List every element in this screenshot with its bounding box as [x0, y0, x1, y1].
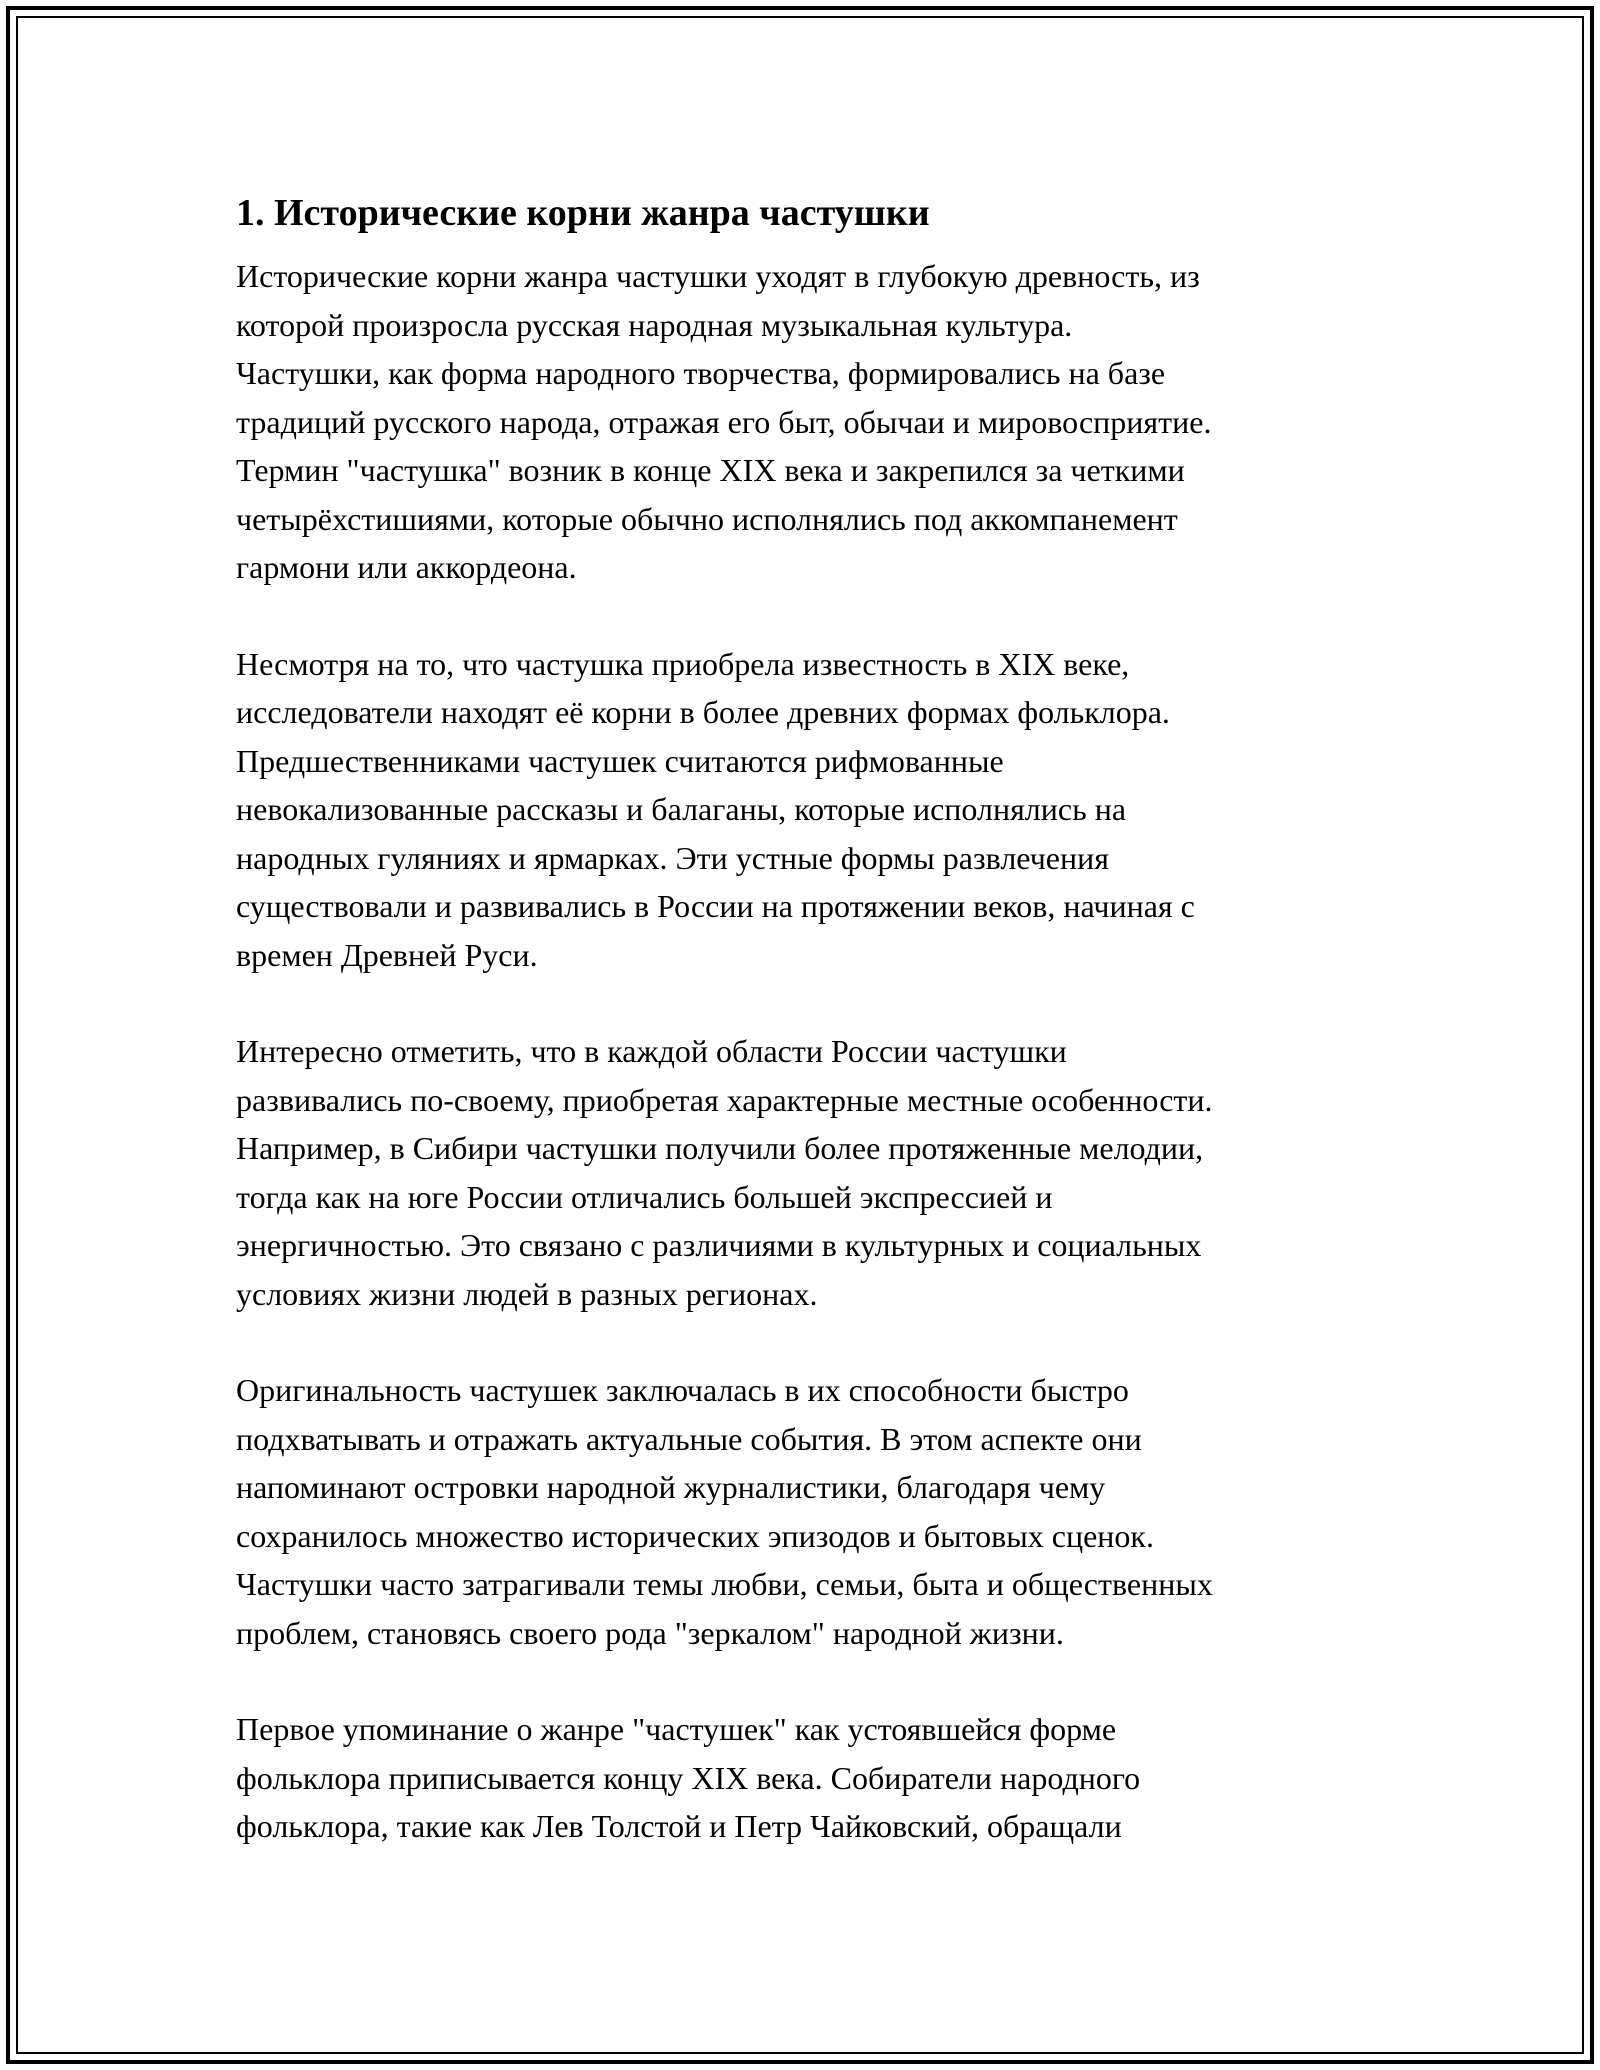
paragraph-1: Исторические корни жанра частушки уходят в глубокую древность, из которой произросла русская народная музыкальная культура. Частушки, как форма народного творчества, формировались на базе традиций русского народа, отражая его быт, обычаи и мировосприятие. Термин "частушка" возник в конце XIX века и закрепился за четкими четырёхстишиями, которые обычно исполнялись под аккомпанемент гармони или аккордеона. [236, 258, 1212, 585]
paragraph-4: Оригинальность частушек заключалась в их способности быстро подхватывать и отражать актуальные события. В этом аспекте они напоминают островки народной журналистики, благодаря чему сохранилось множество исторических эпизодов и бытовых сценок. Частушки часто затрагивали темы любви, семьи, быта и общественных проблем, становясь своего рода "зеркалом" народной жизни. [236, 1372, 1213, 1651]
paragraph-5: Первое упоминание о жанре "частушек" как устоявшейся форме фольклора приписывается концу XIX века. Собиратели народного фольклора, такие как Лев Толстой и Петр Чайковский, обращали [236, 1711, 1141, 1844]
document-body [236, 186, 1366, 1851]
paragraph-2: Несмотря на то, что частушка приобрела известность в XIX веке, исследователи находят её корни в более древних формах фольклора. Предшественниками частушек считаются рифмованные невокализованные рассказы и балаганы, которые исполнялись на народных гуляниях и ярмарках. Эти устные формы развлечения существовали и развивались в России на протяжении веков, начиная с времен Древней Руси. [236, 645, 1195, 973]
paragraph-3: Интересно отметить, что в каждой области России частушки развивались по-своему, приобретая характерные местные особенности. Например, в Сибири частушки получили более протяженные мелодии, тогда как на юге России отличались большей экспрессией и энергичностью. Это связано с различиями в культурных и социальных условиях жизни людей в разных регионах. [236, 1033, 1213, 1312]
section-heading: 1. Исторические корни жанра частушки [236, 192, 930, 234]
